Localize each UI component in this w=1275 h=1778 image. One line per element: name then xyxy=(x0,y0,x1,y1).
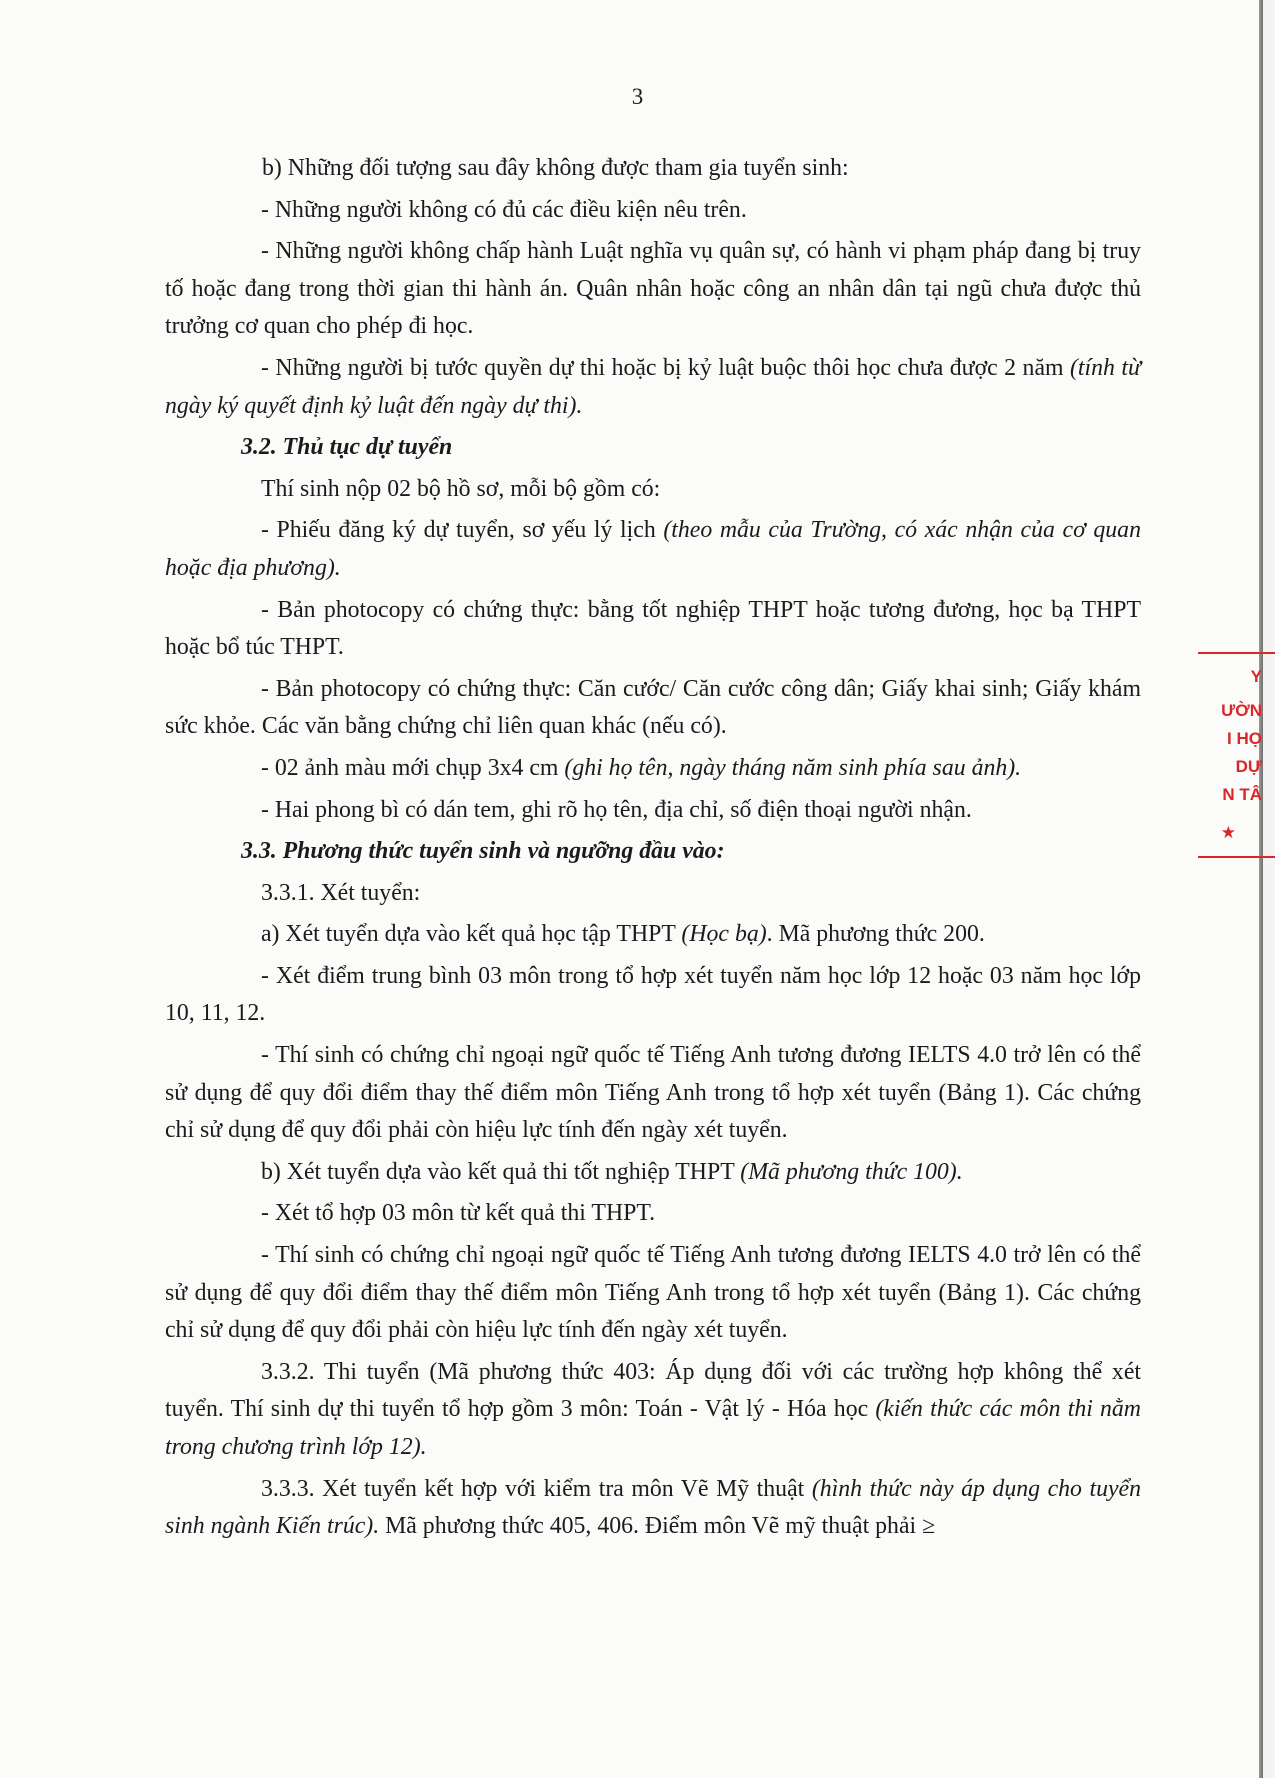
stamp-text: I HỌ xyxy=(1227,729,1262,748)
paragraph: 3.3.3. Xét tuyển kết hợp với kiểm tra môn Vẽ Mỹ thuật (hình thức này áp dụng cho tuyển sinh ngành Kiến trúc). Mã phương thức 405, 406. Điểm môn Vẽ mỹ thuật phải ≥ xyxy=(165,1475,1142,1540)
section-heading: 3.2. Thủ tục dự tuyển xyxy=(241,434,453,461)
paragraph: - Những người không chấp hành Luật nghĩa vụ quân sự, có hành vi phạm pháp đang bị truy tố hoặc đang trong thời gian thi hành án. Quân nhân hoặc công an nhân dân tại ngũ chưa được thủ trưởng cơ quan cho phép đi học. xyxy=(165,238,1141,340)
paragraph: - Phiếu đăng ký dự tuyển, sơ yếu lý lịch (theo mẫu của Trường, có xác nhận của cơ quan hoặc địa phương). xyxy=(165,517,1141,581)
paragraph: - Thí sinh có chứng chỉ ngoại ngữ quốc tế Tiếng Anh tương đương IELTS 4.0 trở lên có thể sử dụng để quy đổi điểm thay thế điểm môn Tiếng Anh trong tổ hợp xét tuyển (Bảng 1). Các chứng chỉ sử dụng để quy đổi phải còn hiệu lực tính đến ngày xét tuyển. xyxy=(165,1042,1141,1144)
page-number: 3 xyxy=(631,84,644,109)
paragraph: 3.3.1. Xét tuyển: xyxy=(261,879,421,906)
paragraph: b) Xét tuyển dựa vào kết quả thi tốt nghiệp THPT (Mã phương thức 100). xyxy=(261,1158,963,1185)
paragraph: b) Những đối tượng sau đây không được tham gia tuyển sinh: xyxy=(262,155,849,181)
stamp-arc xyxy=(1198,856,1275,858)
stamp-text: ƯỜN xyxy=(1221,701,1262,720)
stamp-text: N TÂ xyxy=(1222,785,1262,804)
paragraph: - Những người bị tước quyền dự thi hoặc bị kỷ luật buộc thôi học chưa được 2 năm (tính từ ngày ký quyết định kỷ luật đến ngày dự thi). xyxy=(165,354,1142,419)
star-icon: ★ xyxy=(1220,823,1236,842)
paragraph: - Xét tổ hợp 03 môn từ kết quả thi THPT. xyxy=(261,1200,656,1227)
paragraph: Thí sinh nộp 02 bộ hồ sơ, mỗi bộ gồm có: xyxy=(261,475,661,502)
paragraph: - Hai phong bì có dán tem, ghi rõ họ tên, địa chỉ, số điện thoại người nhận. xyxy=(261,796,972,823)
paragraph: - 02 ảnh màu mới chụp 3x4 cm (ghi họ tên, ngày tháng năm sinh phía sau ảnh). xyxy=(261,754,1022,781)
paragraph: - Bản photocopy có chứng thực: Căn cước/ Căn cước công dân; Giấy khai sinh; Giấy khám sức khỏe. Các văn bằng chứng chỉ liên quan khác (nếu có). xyxy=(165,675,1141,740)
stamp-text: DỰ xyxy=(1235,757,1262,776)
paragraph: 3.3.2. Thi tuyển (Mã phương thức 403: Áp dụng đối với các trường hợp không thể xét tuyển. Thí sinh dự thi tuyển tổ hợp gồm 3 môn: Toán - Vật lý - Hóa học (kiến thức các môn thi nằm trong chương trình lớp 12). xyxy=(165,1358,1141,1460)
paragraph: - Thí sinh có chứng chỉ ngoại ngữ quốc tế Tiếng Anh tương đương IELTS 4.0 trở lên có thể sử dụng để quy đổi điểm thay thế điểm môn Tiếng Anh trong tổ hợp xét tuyển (Bảng 1). Các chứng chỉ sử dụng để quy đổi phải còn hiệu lực tính đến ngày xét tuyển. xyxy=(165,1242,1141,1344)
stamp-arc xyxy=(1198,652,1275,654)
paragraph: - Những người không có đủ các điều kiện nêu trên. xyxy=(261,196,747,223)
section-heading: 3.3. Phương thức tuyển sinh và ngưỡng đầu vào: xyxy=(241,838,725,865)
paragraph: a) Xét tuyển dựa vào kết quả học tập THPT (Học bạ). Mã phương thức 200. xyxy=(261,921,985,948)
document-body xyxy=(165,150,1141,1550)
page-edge xyxy=(1259,0,1263,1778)
paragraph: - Xét điểm trung bình 03 môn trong tổ hợp xét tuyển năm học lớp 12 hoặc 03 năm học lớp 10, 11, 12. xyxy=(165,962,1141,1027)
paragraph: - Bản photocopy có chứng thực: bằng tốt nghiệp THPT hoặc tương đương, học bạ THPT hoặc bổ túc THPT. xyxy=(165,596,1141,661)
red-stamp xyxy=(1190,648,1262,863)
stamp-text: Y xyxy=(1250,667,1262,686)
